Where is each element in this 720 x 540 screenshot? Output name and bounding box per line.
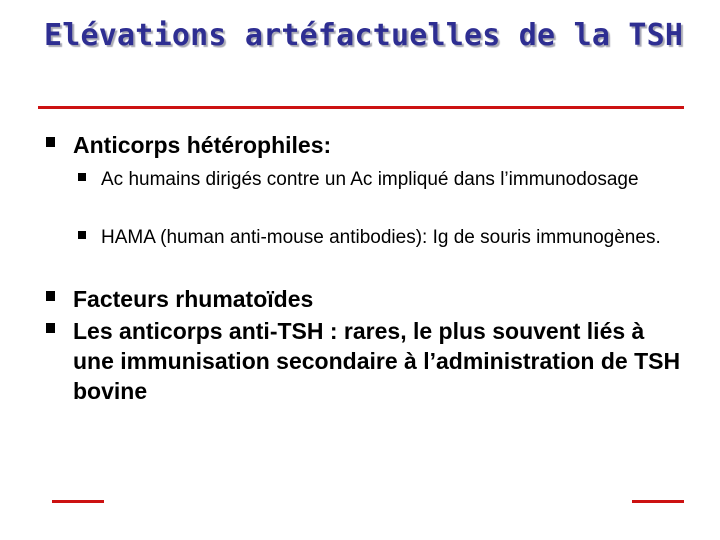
bullet-text: Facteurs rhumatoïdes <box>73 286 314 312</box>
bullet-anti-tsh-antibodies <box>46 316 686 406</box>
bullet-text: Les anticorps anti-TSH : rares, le plus souvent liés à une immunisation secondaire à l’administration de TSH bovine <box>73 318 681 404</box>
sub-bullet-text: HAMA (human anti-mouse antibodies): Ig de souris immunogènes. <box>101 227 661 248</box>
square-bullet-icon <box>78 231 86 239</box>
footer-accent-right <box>632 500 684 503</box>
bullet-heterophile-antibodies <box>46 130 686 160</box>
square-bullet-icon <box>46 137 55 147</box>
square-bullet-icon <box>78 173 86 181</box>
sub-bullet-human-antibodies <box>78 168 678 191</box>
slide-title: Elévations artéfactuelles de la TSH <box>44 18 684 53</box>
sub-bullet-text: Ac humains dirigés contre un Ac impliqué dans l’immunodosage <box>101 169 639 190</box>
bullet-text: Anticorps hétérophiles: <box>73 132 332 158</box>
square-bullet-icon <box>46 291 55 301</box>
square-bullet-icon <box>46 323 55 333</box>
bullet-rheumatoid-factors <box>46 284 686 314</box>
footer-accent-left <box>52 500 104 503</box>
title-underline <box>38 106 684 109</box>
sub-bullet-hama <box>78 226 678 249</box>
